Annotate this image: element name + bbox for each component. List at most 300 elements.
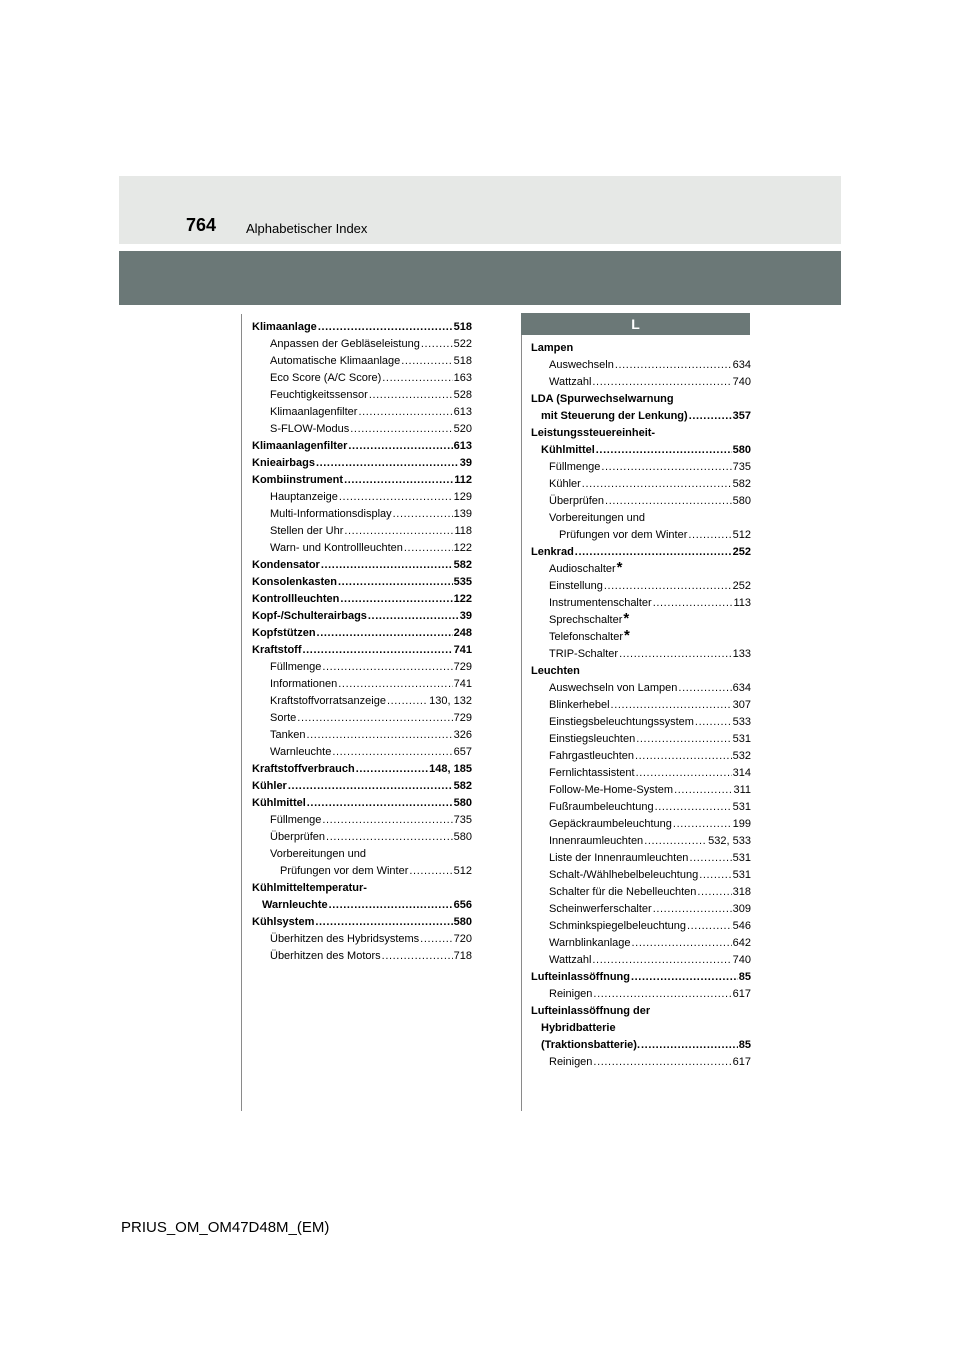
dot-leader bbox=[401, 353, 452, 370]
index-entry-sub bbox=[531, 731, 751, 748]
index-entry-page: 533 bbox=[732, 716, 751, 728]
index-entry-label: Kombiinstrument bbox=[252, 474, 344, 486]
index-entry-page: 129 bbox=[453, 491, 472, 503]
index-entry-sub bbox=[252, 506, 472, 523]
dot-leader bbox=[350, 421, 452, 438]
index-entry-sub bbox=[531, 578, 751, 595]
index-entry-page: 729 bbox=[453, 712, 472, 724]
index-entry-sub: Audioschalter * bbox=[549, 559, 623, 576]
index-entry-page: 318 bbox=[732, 886, 751, 898]
index-entry-label: Auswechseln bbox=[549, 359, 614, 371]
dot-leader bbox=[369, 387, 453, 404]
index-entry-label: (Traktionsbatterie). bbox=[541, 1039, 641, 1051]
index-entry-main bbox=[531, 340, 751, 357]
index-entry-label: Kühler bbox=[549, 478, 581, 490]
index-entry-label: Leuchten bbox=[531, 665, 580, 677]
index-entry-label: Informationen bbox=[270, 678, 338, 690]
dot-leader bbox=[635, 748, 732, 765]
index-entry-label: Überhitzen des Hybridsystems bbox=[270, 933, 420, 945]
index-entry-sub bbox=[531, 697, 751, 714]
index-entry-sub bbox=[252, 540, 472, 557]
index-entry-sub bbox=[531, 884, 751, 901]
dot-leader bbox=[339, 489, 453, 506]
index-entry-sub bbox=[252, 676, 472, 693]
dot-leader bbox=[404, 540, 453, 557]
index-entry-page: 580 bbox=[732, 444, 751, 456]
index-entry-sub bbox=[531, 374, 751, 391]
index-entry-label: Füllmenge bbox=[549, 461, 601, 473]
dot-leader bbox=[368, 608, 459, 625]
index-entry-page: 740 bbox=[732, 376, 751, 388]
index-entry-page: 307 bbox=[732, 699, 751, 711]
index-entry-page: 634 bbox=[732, 359, 751, 371]
dot-leader bbox=[322, 812, 452, 829]
index-entry-label: Überprüfen bbox=[549, 495, 605, 507]
index-entry-page: 535 bbox=[453, 576, 472, 588]
index-entry-main bbox=[252, 574, 472, 591]
dot-leader bbox=[604, 578, 732, 595]
index-entry-page: 528 bbox=[453, 389, 472, 401]
index-entry-page: 130, 132 bbox=[429, 695, 472, 707]
index-entry-page: 148, 185 bbox=[429, 763, 472, 775]
index-entry-label: Scheinwerferschalter bbox=[549, 903, 652, 915]
index-entry-sub bbox=[252, 421, 472, 438]
index-entry-page: 735 bbox=[453, 814, 472, 826]
index-entry-label: Lenkrad bbox=[531, 546, 574, 558]
index-entry-label: Eco Score (A/C Score) bbox=[270, 372, 382, 384]
index-entry-page: 118 bbox=[454, 525, 472, 537]
index-entry-label: Kühlmitteltemperatur- bbox=[252, 882, 367, 894]
index-entry-sub bbox=[531, 799, 751, 816]
index-entry-page: 39 bbox=[459, 457, 472, 469]
index-entry-page: 512 bbox=[732, 529, 751, 541]
index-entry-label: Füllmenge bbox=[270, 814, 322, 826]
dot-leader bbox=[697, 884, 731, 901]
index-entry-sub: Sprechschalter * bbox=[549, 610, 630, 627]
index-entry-label: Kühlmittel bbox=[541, 444, 595, 456]
index-entry-page: 582 bbox=[453, 559, 472, 571]
index-entry-label: Wattzahl bbox=[549, 376, 592, 388]
dot-leader bbox=[316, 455, 459, 472]
index-entry-sub bbox=[531, 748, 751, 765]
index-entry-page: 512 bbox=[453, 865, 472, 877]
index-entry-page: 520 bbox=[453, 423, 472, 435]
dot-leader bbox=[297, 710, 452, 727]
index-entry-label: Fahrgastleuchten bbox=[549, 750, 634, 762]
dot-leader bbox=[636, 765, 732, 782]
dot-leader bbox=[307, 795, 453, 812]
index-entry-page: 735 bbox=[732, 461, 751, 473]
index-entry-sub bbox=[252, 863, 472, 880]
index-entry-sub bbox=[531, 867, 751, 884]
dot-leader bbox=[596, 442, 732, 459]
index-entry-label: Warnblinkanlage bbox=[549, 937, 631, 949]
dot-leader bbox=[318, 319, 453, 336]
index-entry-sub bbox=[531, 901, 751, 918]
index-entry-sub bbox=[531, 680, 751, 697]
index-entry-label: Hybridbatterie bbox=[541, 1022, 616, 1034]
index-entry-label: Vorbereitungen und bbox=[270, 848, 367, 860]
index-entry-sub bbox=[252, 846, 472, 863]
index-entry-label: Vorbereitungen und bbox=[549, 512, 646, 524]
index-entry-page: 617 bbox=[732, 1056, 751, 1068]
index-entry-label: Kühlsystem bbox=[252, 916, 315, 928]
dot-leader bbox=[317, 625, 453, 642]
index-entry-sub bbox=[531, 952, 751, 969]
index-entry-main bbox=[252, 472, 472, 489]
dot-leader bbox=[315, 914, 452, 931]
index-entry-label: Audioschalter bbox=[549, 563, 616, 575]
index-entry-sub bbox=[531, 646, 751, 663]
dot-leader bbox=[387, 693, 428, 710]
index-entry-page: 617 bbox=[732, 988, 751, 1000]
index-entry-sub bbox=[252, 829, 472, 846]
index-entry-sub bbox=[531, 918, 751, 935]
index-entry-page: 199 bbox=[732, 818, 751, 830]
index-entry-main bbox=[252, 608, 472, 625]
index-entry-page: 531 bbox=[732, 801, 751, 813]
dot-leader bbox=[678, 680, 731, 697]
index-entry-main bbox=[252, 761, 472, 778]
dot-leader bbox=[322, 659, 452, 676]
index-entry-page: 531 bbox=[732, 869, 751, 881]
index-entry-label: Liste der Innenraumleuchten bbox=[549, 852, 689, 864]
index-entry-sub bbox=[252, 948, 472, 965]
index-entry-sub bbox=[531, 459, 751, 476]
index-entry-page: 634 bbox=[732, 682, 751, 694]
dot-leader bbox=[338, 676, 452, 693]
index-entry-page: 163 bbox=[453, 372, 472, 384]
index-entry-sub bbox=[531, 476, 751, 493]
index-entry-sub bbox=[531, 510, 751, 527]
index-entry-main bbox=[252, 778, 472, 795]
index-entry-main bbox=[531, 969, 751, 986]
index-entry-page: 582 bbox=[732, 478, 751, 490]
index-entry-label: Schalter für die Nebelleuchten bbox=[549, 886, 697, 898]
index-entry-label: Konsolenkasten bbox=[252, 576, 337, 588]
dot-leader bbox=[632, 935, 732, 952]
index-entry-label: Gepäckraumbeleuchtung bbox=[549, 818, 672, 830]
index-entry-label: Warnleuchte bbox=[262, 899, 328, 911]
dot-leader bbox=[356, 761, 428, 778]
index-entry-page: 580 bbox=[732, 495, 751, 507]
column-divider-middle bbox=[521, 335, 522, 1111]
index-entry-label: Telefonschalter bbox=[549, 631, 623, 643]
index-entry-sub bbox=[531, 935, 751, 952]
index-entry-label: mit Steuerung der Lenkung) bbox=[541, 410, 688, 422]
index-entry-label: Kühler bbox=[252, 780, 287, 792]
index-entry-sub bbox=[252, 336, 472, 353]
dot-leader bbox=[382, 370, 452, 387]
index-entry-page: 656 bbox=[453, 899, 472, 911]
index-entry-main bbox=[252, 795, 472, 812]
index-entry-page: 740 bbox=[732, 954, 751, 966]
index-entry-page: 139 bbox=[453, 508, 472, 520]
dot-leader bbox=[303, 642, 453, 659]
dot-leader bbox=[689, 408, 732, 425]
index-entry-sub bbox=[252, 659, 472, 676]
index-entry-label: Multi-Informationsdisplay bbox=[270, 508, 392, 520]
index-entry-label: S-FLOW-Modus bbox=[270, 423, 350, 435]
index-entry-sub: Telefonschalter * bbox=[549, 627, 630, 644]
index-entry-label: Warnleuchte bbox=[270, 746, 332, 758]
index-entry-label: Kraftstoffverbrauch bbox=[252, 763, 355, 775]
header-bar bbox=[119, 251, 841, 305]
dot-leader bbox=[340, 591, 452, 608]
dot-leader bbox=[329, 897, 453, 914]
index-entry-sub bbox=[252, 353, 472, 370]
dot-leader bbox=[674, 782, 732, 799]
index-entry-main bbox=[531, 425, 751, 442]
index-entry-label: Schalt-/Wählhebelbeleuchtung bbox=[549, 869, 699, 881]
index-entry-page: 580 bbox=[453, 797, 472, 809]
index-entry-page: 729 bbox=[453, 661, 472, 673]
dot-leader bbox=[601, 459, 731, 476]
index-entry-page: 248 bbox=[453, 627, 472, 639]
index-entry-page: 314 bbox=[732, 767, 751, 779]
section-title: Alphabetischer Index bbox=[246, 221, 368, 236]
dot-leader bbox=[653, 901, 732, 918]
index-entry-page: 741 bbox=[453, 644, 472, 656]
index-entry-page: 531 bbox=[732, 852, 751, 864]
index-entry-main bbox=[252, 642, 472, 659]
index-entry-label: Lufteinlassöffnung bbox=[531, 971, 630, 983]
dot-leader bbox=[306, 727, 452, 744]
index-entry-label: Tanken bbox=[270, 729, 306, 741]
dot-leader bbox=[673, 816, 732, 833]
index-entry-label: Einstiegsleuchten bbox=[549, 733, 636, 745]
dot-leader bbox=[421, 336, 453, 353]
index-entry-main bbox=[531, 1003, 751, 1020]
index-entry-page: 357 bbox=[732, 410, 751, 422]
index-entry-label: Leistungssteuereinheit- bbox=[531, 427, 656, 439]
index-entry-page: 518 bbox=[453, 321, 472, 333]
index-entry-label: Prüfungen vor dem Winter bbox=[280, 865, 409, 877]
index-entry-main bbox=[531, 663, 751, 680]
index-entry-page: 613 bbox=[453, 440, 472, 452]
index-entry-page: 531 bbox=[732, 733, 751, 745]
index-entry-page: 252 bbox=[732, 546, 751, 558]
dot-leader bbox=[631, 969, 738, 986]
index-entry-main bbox=[252, 557, 472, 574]
index-entry-label: Wattzahl bbox=[549, 954, 592, 966]
index-entry-label: Überhitzen des Motors bbox=[270, 950, 381, 962]
index-entry-sub bbox=[531, 986, 751, 1003]
index-entry-sub bbox=[531, 714, 751, 731]
dot-leader bbox=[636, 731, 731, 748]
index-entry-sub bbox=[252, 693, 472, 710]
index-entry-page: 113 bbox=[733, 597, 751, 609]
index-entry-page: 580 bbox=[453, 831, 472, 843]
index-entry-label: Lampen bbox=[531, 342, 574, 354]
index-column-right bbox=[531, 340, 751, 1071]
index-entry-main bbox=[531, 391, 751, 408]
index-entry-label: Sprechschalter bbox=[549, 614, 623, 626]
dot-leader bbox=[344, 472, 453, 489]
dot-leader bbox=[393, 506, 453, 523]
dot-leader bbox=[582, 476, 732, 493]
index-entry-page: 532 bbox=[732, 750, 751, 762]
index-entry-label: Füllmenge bbox=[270, 661, 322, 673]
index-entry-sub bbox=[531, 527, 751, 544]
index-entry-sub bbox=[252, 523, 472, 540]
index-entry-main bbox=[252, 914, 472, 931]
index-entry-label: Innenraumleuchten bbox=[549, 835, 644, 847]
page-number: 764 bbox=[186, 215, 217, 235]
index-entry-label: Instrumentenschalter bbox=[549, 597, 652, 609]
index-entry-label: Anpassen der Gebläseleistung bbox=[270, 338, 420, 350]
dot-leader bbox=[644, 833, 707, 850]
index-entry-main bbox=[531, 442, 751, 459]
index-entry-page: 613 bbox=[453, 406, 472, 418]
index-entry-page: 642 bbox=[732, 937, 751, 949]
index-entry-label: Klimaanlagenfilter bbox=[270, 406, 358, 418]
index-entry-page: 718 bbox=[453, 950, 472, 962]
index-entry-label: Überprüfen bbox=[270, 831, 326, 843]
dot-leader bbox=[689, 850, 731, 867]
index-entry-page: 39 bbox=[459, 610, 472, 622]
index-entry-main bbox=[252, 438, 472, 455]
index-entry-sub bbox=[252, 387, 472, 404]
index-entry-label: Schminkspiegelbeleuchtung bbox=[549, 920, 686, 932]
index-entry-label: Warn- und Kontrollleuchten bbox=[270, 542, 403, 554]
index-entry-label: Kopf-/Schulterairbags bbox=[252, 610, 367, 622]
index-entry-label: Feuchtigkeitssensor bbox=[270, 389, 368, 401]
index-entry-sub bbox=[531, 595, 751, 612]
dot-leader bbox=[688, 527, 731, 544]
index-entry-label: Klimaanlage bbox=[252, 321, 317, 333]
dot-leader bbox=[344, 523, 453, 540]
index-entry-page: 741 bbox=[453, 678, 472, 690]
dot-leader bbox=[615, 357, 732, 374]
index-entry-label: TRIP-Schalter bbox=[549, 648, 619, 660]
index-entry-page: 582 bbox=[453, 780, 472, 792]
index-entry-page: 580 bbox=[453, 916, 472, 928]
index-entry-sub bbox=[252, 931, 472, 948]
index-entry-sub bbox=[531, 850, 751, 867]
footer-code: PRIUS_OM_OM47D48M_(EM) bbox=[121, 1219, 330, 1236]
dot-leader bbox=[619, 646, 732, 663]
index-entry-label: Automatische Klimaanlage bbox=[270, 355, 401, 367]
dot-leader bbox=[420, 931, 452, 948]
dot-leader bbox=[321, 557, 453, 574]
index-entry-label: Auswechseln von Lampen bbox=[549, 682, 678, 694]
index-entry-page: 518 bbox=[453, 355, 472, 367]
index-entry-page: 720 bbox=[453, 933, 472, 945]
index-entry-main bbox=[531, 544, 751, 561]
index-entry-label: Reinigen bbox=[549, 988, 593, 1000]
index-entry-label: Reinigen bbox=[549, 1056, 593, 1068]
index-entry-page: 85 bbox=[738, 971, 751, 983]
column-divider-left bbox=[241, 314, 242, 1111]
index-entry-label: LDA (Spurwechselwarnung bbox=[531, 393, 674, 405]
dot-leader bbox=[653, 595, 733, 612]
index-entry-label: Stellen der Uhr bbox=[270, 525, 344, 537]
dot-leader bbox=[592, 952, 731, 969]
dot-leader bbox=[611, 697, 732, 714]
dot-leader bbox=[699, 867, 731, 884]
index-entry-page: 522 bbox=[453, 338, 472, 350]
index-entry-page: 309 bbox=[732, 903, 751, 915]
index-entry-page: 85 bbox=[738, 1039, 751, 1051]
index-entry-label: Fußraumbeleuchtung bbox=[549, 801, 654, 813]
dot-leader bbox=[358, 404, 452, 421]
index-entry-sub bbox=[531, 816, 751, 833]
index-entry-sub bbox=[531, 833, 751, 850]
dot-leader bbox=[575, 544, 732, 561]
dot-leader bbox=[641, 1037, 738, 1054]
index-entry-label: Einstellung bbox=[549, 580, 603, 592]
index-entry-label: Kraftstoff bbox=[252, 644, 302, 656]
index-entry-main bbox=[252, 455, 472, 472]
index-entry-main bbox=[252, 880, 472, 897]
index-entry-main bbox=[531, 1020, 751, 1037]
header-band bbox=[119, 176, 841, 244]
index-entry-label: Kühlmittel bbox=[252, 797, 306, 809]
index-entry-page: 311 bbox=[733, 784, 751, 796]
index-entry-sub bbox=[531, 493, 751, 510]
index-entry-label: Kontrollleuchten bbox=[252, 593, 340, 605]
index-entry-main bbox=[531, 1037, 751, 1054]
index-entry-main bbox=[252, 319, 472, 336]
index-entry-label: Kraftstoffvorratsanzeige bbox=[270, 695, 386, 707]
dot-leader bbox=[695, 714, 732, 731]
index-entry-label: Kopfstützen bbox=[252, 627, 316, 639]
index-column-left bbox=[252, 319, 472, 965]
index-entry-label: Knieairbags bbox=[252, 457, 315, 469]
dot-leader bbox=[409, 863, 452, 880]
dot-leader bbox=[382, 948, 453, 965]
index-entry-label: Blinkerhebel bbox=[549, 699, 610, 711]
index-entry-label: Hauptanzeige bbox=[270, 491, 338, 503]
index-entry-sub bbox=[252, 744, 472, 761]
dot-leader bbox=[332, 744, 452, 761]
index-entry-label: Lufteinlassöffnung der bbox=[531, 1005, 651, 1017]
index-entry-label: Kondensator bbox=[252, 559, 320, 571]
section-letter-tab: L bbox=[521, 313, 750, 335]
index-entry-sub bbox=[531, 765, 751, 782]
index-entry-page: 122 bbox=[453, 593, 472, 605]
dot-leader bbox=[593, 1054, 731, 1071]
index-entry-label: Fernlichtassistent bbox=[549, 767, 635, 779]
dot-leader bbox=[348, 438, 452, 455]
index-entry-sub bbox=[531, 782, 751, 799]
index-entry-label: Prüfungen vor dem Winter bbox=[559, 529, 688, 541]
index-entry-sub bbox=[252, 727, 472, 744]
index-entry-page: 326 bbox=[453, 729, 472, 741]
index-entry-label: Follow-Me-Home-System bbox=[549, 784, 674, 796]
index-entry-label: Klimaanlagenfilter bbox=[252, 440, 348, 452]
dot-leader bbox=[593, 986, 731, 1003]
dot-leader bbox=[326, 829, 453, 846]
index-entry-label: Einstiegsbeleuchtungssystem bbox=[549, 716, 694, 728]
index-entry-main bbox=[252, 591, 472, 608]
index-entry-page: 532, 533 bbox=[708, 835, 751, 847]
index-entry-label: Sorte bbox=[270, 712, 297, 724]
index-entry-page: 252 bbox=[732, 580, 751, 592]
index-entry-sub bbox=[252, 812, 472, 829]
index-entry-page: 133 bbox=[732, 648, 751, 660]
index-entry-sub bbox=[252, 370, 472, 387]
index-entry-sub bbox=[252, 489, 472, 506]
dot-leader bbox=[655, 799, 732, 816]
dot-leader bbox=[605, 493, 732, 510]
index-entry-page: 657 bbox=[453, 746, 472, 758]
index-entry-page: 122 bbox=[453, 542, 472, 554]
index-entry-page: 546 bbox=[732, 920, 751, 932]
index-entry-main bbox=[252, 625, 472, 642]
index-entry-main bbox=[531, 408, 751, 425]
